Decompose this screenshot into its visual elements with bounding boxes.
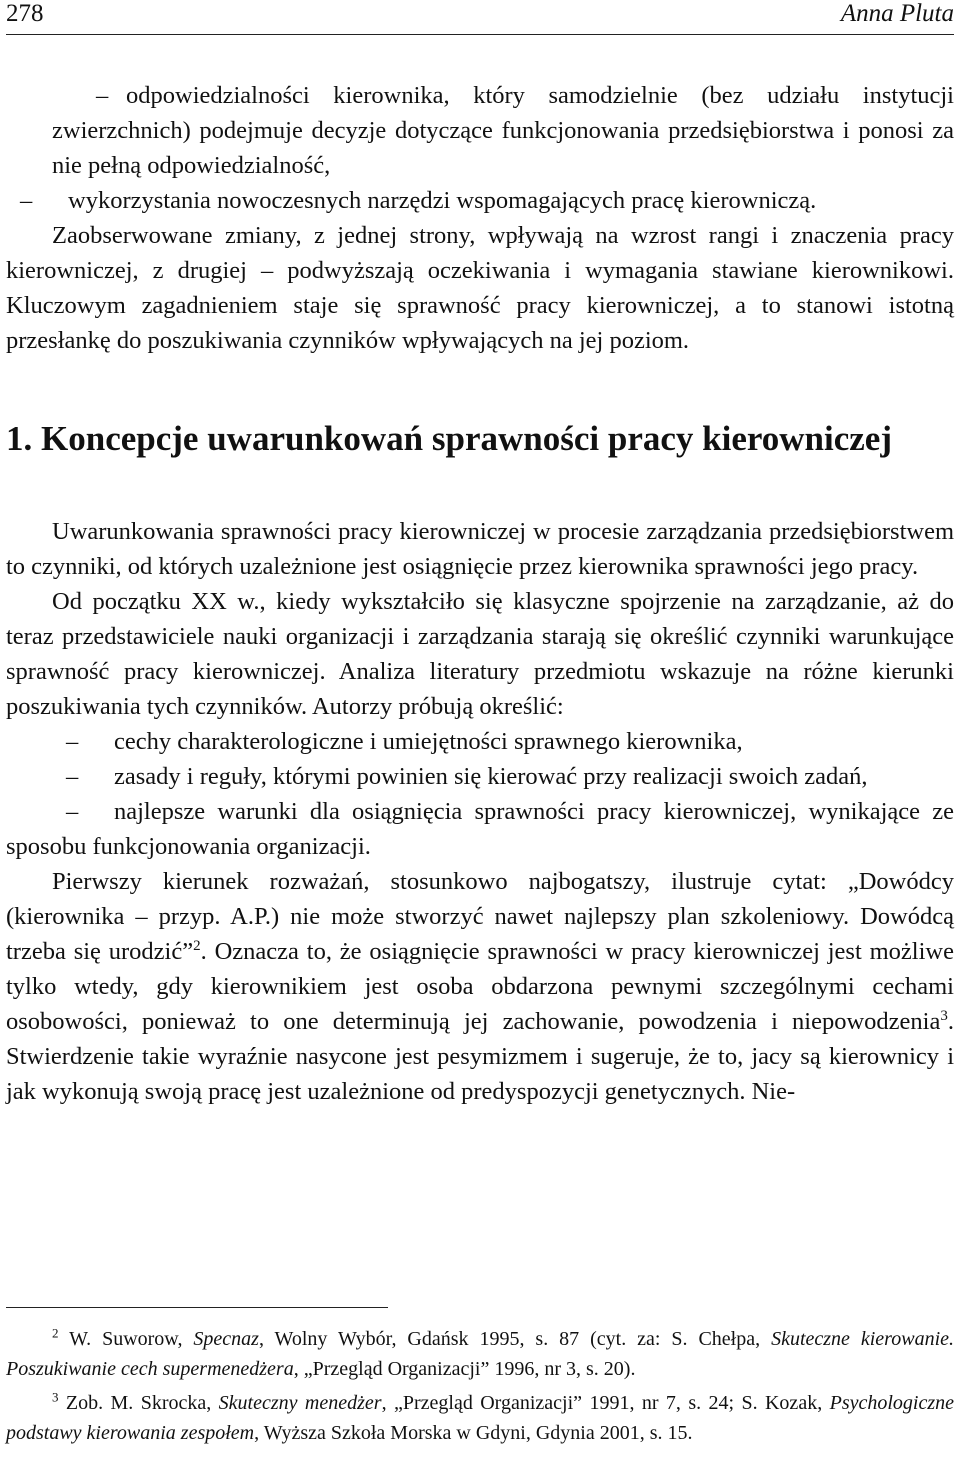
page-number: 278	[6, 0, 44, 27]
intro-list-item: – wykorzystania nowoczesnych narzędzi wspomagających pracę kierowniczą.	[6, 183, 954, 218]
list-item: – cechy charakterologiczne i umiejętności sprawnego kierownika,	[6, 724, 954, 759]
intro-paragraph: Zaobserwowane zmiany, z jednej strony, wpływają na wzrost rangi i znaczenia pracy kierowniczej, z drugiej – podwyższają oczekiwania i wymagania stawiane kierownikowi. Kluczowym zagadnieniem staje się sprawność pracy kierowniczej, a to stanowi istotną przesłankę do poszukiwania czynników wpływających na jej poziom.	[6, 222, 954, 354]
list-item: – najlepsze warunki dla osiągnięcia sprawności pracy kierowniczej, wynikające ze sposobu funkcjonowania organizacji.	[6, 794, 954, 864]
list-item: – zasady i reguły, którymi powinien się kierować przy realizacji swoich zadań,	[6, 759, 954, 794]
body-text	[6, 78, 954, 1109]
dash-marker: –	[66, 798, 79, 825]
footnote-number: 3	[52, 1389, 59, 1405]
footnote: $^3$ Zob. M. Skrocka, Skuteczny menedżer, „Przegląd Organizacji” 1991, nr 7, s. 24; S. Kozak, Psychologiczne podstawy kierowania zespołem, Wyższa Szkoła Morska w Gdyni, Gdynia 2001, s. 15.	[6, 1389, 955, 1444]
section-heading: 1. Koncepcje uwarunkowań sprawności pracy kierowniczej	[6, 419, 892, 458]
intro-list-item: – odpowiedzialności kierownika, który samodzielnie (bez udziału instytucji zwierzchnich) podejmuje decyzje dotyczące funkcjonowania przedsiębiorstwa i ponosi za nie pełną odpowiedzialność,	[6, 78, 954, 183]
paragraph: Od początku XX w., kiedy wykształciło się klasyczne spojrzenie na zarządzanie, aż do teraz przedstawiciele nauki organizacji i zarządzania starają się określić czynniki warunkujące sprawność pracy kierowniczej. Analiza literatury przedmiotu wskazuje na różne kierunki poszukiwania tych czynników. Autorzy próbują określić:	[6, 588, 954, 720]
paragraph-with-citations: Pierwszy kierunek rozważań, stosunkowo najbogatszy, ilustruje cytat: „Dowódcy (kierownika – przyp. A.P.) nie może stworzyć nawet najlepszy plan szkoleniowy. Dowódcą trzeba się urodzić”$^2$. Oznacza to, że osiągnięcie sprawności w pracy kierowniczej jest możliwe tylko wtedy, gdy kierownikiem jest osoba obdarzona pewnymi szczególnymi cechami osobowości, ponieważ to one determinują jej zachowanie, powodzenia i niepowodzenia$^3$. Stwierdzenie takie wyraźnie nasycone jest pesymizmem i sugeruje, że to, jacy są kierownicy i jak wykonują swoją pracę jest uzależnione od predyspozycji genetycznych. Nie-	[6, 868, 954, 1105]
running-header	[6, 0, 954, 35]
footnote-ref[interactable]: 3	[940, 1007, 948, 1024]
dash-marker: –	[66, 763, 79, 790]
footnote-separator	[6, 1307, 388, 1308]
footnote-number: 2	[52, 1325, 59, 1341]
footnote: $^2$ W. Suworow, Specnaz, Wolny Wybór, Gdańsk 1995, s. 87 (cyt. za: S. Chełpa, Skuteczne kierowanie. Poszukiwanie cech supermenedżera, „Przegląd Organizacji” 1996, nr 3, s. 20).	[6, 1325, 954, 1380]
dash-marker: –	[66, 728, 79, 755]
footnotes	[6, 1324, 954, 1452]
paragraph: Uwarunkowania sprawności pracy kierowniczej w procesie zarządzania przedsiębiorstwem to czynniki, od których uzależnione jest osiągnięcie przez kierownika sprawności jego pracy.	[6, 518, 954, 580]
running-header-author: Anna Pluta	[840, 0, 954, 27]
dash-marker: –	[20, 187, 33, 214]
footnote-ref[interactable]: 2	[193, 937, 201, 954]
dash-marker: –	[96, 82, 109, 109]
